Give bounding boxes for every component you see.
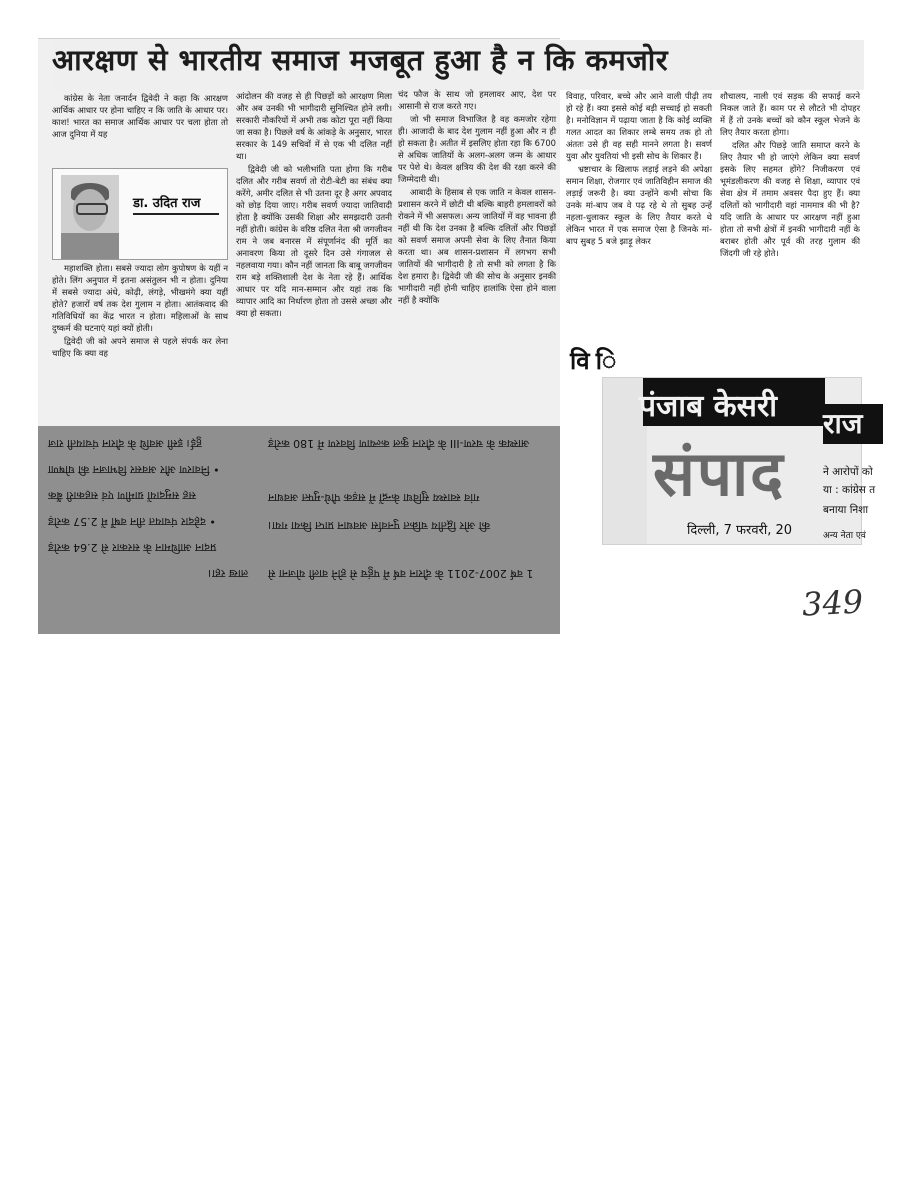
mirrored-text-line: आस्थक के चरण-III के दौरान कुल कल्याण विवरण में 180 करोड़: [268, 437, 530, 450]
teaser-line: या : कांग्रेस त: [823, 484, 876, 496]
author-photo: [61, 175, 119, 253]
column-paragraph: विवाह, परिवार, बच्चे और आने वाली पीढ़ी तय हो रहे हैं। क्या इससे कोई बड़ी सच्चाई हो सकती है। मनोविज्ञान में पढ़ाया जाता है कि कोई व्यक्ति गलत आदत का शिकार लम्बे समय तक हो तो अंततः उसे ही वह सही मानने लगता है। सवर्ण युवा और युवतियां भी इसी सोच के शिकार हैं।: [566, 91, 712, 161]
mirrored-text-line: • दहेदार पंचायत तीन वर्षों में 2.57 करोड़: [48, 515, 216, 528]
column-2: [236, 90, 392, 426]
newspaper-name: पंजाब केसरी: [639, 389, 778, 424]
column-1-bottom: [52, 262, 228, 426]
mirrored-text-line: सह समुदायों ग्रामीण एवं सहकारी बैंक: [48, 489, 196, 502]
column-paragraph: महाशक्ति होता। सबसे ज्यादा लोग कुपोषण के यहीं न होते। लिंग अनुपात में इतना असंतुलन भी न होता। दुनिया में सबसे ज्यादा अंधे, कोढ़ी, लंगड़े, भीखमंगे क्या यहीं होते? हजारों वर्ष तक देश गुलाम न होता। आतंकवाद की गतिविधियों का केंद्र भारत न होता। महिलाओं के साथ दुष्कर्म की घटनाएं यहां क्यों होती।: [52, 263, 228, 333]
column-paragraph: आंदोलन की वजह से ही पिछड़ों को आरक्षण मिला और अब उनकी भी भागीदारी सुनिश्चित होने लगी। सरकारी नौकरियों में अभी तक कोटा पूरा नहीं किया जा सका है। पिछले वर्ष के आंकड़े के अनुसार, भारत सरकार के 149 सचिवों में से एक भी दलित नहीं था।: [236, 91, 392, 161]
mirrored-text-line: • निवारण और अवसर विभाजन की घोषणा: [48, 463, 220, 476]
author-byline-box: [52, 168, 228, 260]
bleedthrough-strip: [38, 426, 560, 634]
article-headline: आरक्षण से भारतीय समाज मजबूत हुआ है न कि कमजोर: [52, 40, 864, 90]
author-underline: [133, 213, 219, 215]
section-title: संपाद: [653, 437, 786, 510]
masthead-raj: राज: [823, 404, 883, 444]
teaser-line: अन्य नेता एवं: [823, 531, 866, 541]
column-paragraph: दलित और पिछड़े जाति समाप्त करने के लिए तैयार भी हो जाएंगे लेकिन क्या सवर्ण इसके लिए सहमत होंगे? निजीकरण एवं भूमंडलीकरण की वजह से शिक्षा, व्यापार एवं सेवा क्षेत्र में तमाम अवसर पैदा हुए हैं। क्या दलितों को भागीदारी वहां नाममात्र की भी है? यदि जाति के आधार पर आरक्षण नहीं हुआ होता तो सभी क्षेत्रों में इनकी भागीदारी नहीं के बराबर होती और पूर्व की तरह गुलाम की जिंदगी जी रहे होते।: [720, 140, 860, 258]
column-5: [720, 90, 860, 346]
mirrored-text-line: 1 वर्ष 2007-2011 के दौरान वर्ष में पहुंच से होने वाली योजना से: [268, 567, 534, 580]
mirrored-text-line: हुई। इसी अवधि के दौरान पंचायती राज: [48, 437, 202, 450]
column-paragraph: भ्रष्टाचार के खिलाफ लड़ाई लड़ने की अपेक्षा समान शिक्षा, रोजगार एवं जातिविहीन समाज की लड़ाई जरूरी है। क्या उन्होंने कभी सोचा कि उनके मां-बाप जब वे पढ़ रहे थे तो सुबह उन्हें नहला-धुलाकर स्कूल के लिए तैयार करते थे लेकिन भारत में एक समाज ऐसा है जिनके मां-बाप सुबह 5 बजे झाड़ू लेकर: [566, 164, 712, 246]
teaser-line: बनाया निशा: [823, 504, 869, 516]
author-name: डा. उदित राज: [133, 196, 201, 211]
edition-date: दिल्ली, 7 फरवरी, 20: [687, 523, 793, 538]
teaser-line: ने आरोपों को: [823, 466, 873, 478]
mirrored-text-line: लाख रहा।: [208, 567, 249, 580]
mirrored-text-line: गांव स्वास्थ्य सुविधा केन्द्रों में सड़क पौधे-मुफ्त अवधान: [268, 491, 480, 504]
handwritten-page-number: 349: [801, 582, 865, 624]
column-paragraph: जो भी समाज विभाजित है वह कमजोर रहेगा ही। आजादी के बाद देश गुलाम नहीं हुआ और न ही हो सकता है। अतीत में इसलिए होता रहा कि 6700 से अधिक जातियों के अलग-अलग जन्म के आधार पर पेशे थे। केवल क्षत्रिय की देश की रक्षा करने की जिम्मेदारी थी।: [398, 114, 556, 184]
masthead-clipping: [602, 377, 876, 545]
column-3: [398, 88, 556, 426]
column-paragraph: आबादी के हिसाब से एक जाति न केवल शासन-प्रशासन करने में छोटी थी बल्कि बाहरी हमलावरों को रोकने में भी असफल। अन्य जातियों में वह भावना ही नहीं थी कि देश उनका है बल्कि दलितों और पिछड़ों को सवर्ण समाज अपनी सेवा के लिए तैनात किया करता था। अब शासन-प्रशासन में लगभग सभी जातियों की भागीदारी है तो सभी को लगता है कि देश हमारा है। द्विवेदी जी की सोच के अनुसार इनकी भागीदारी नहीं होनी चाहिए हालांकि ऐसा होने वाला नहीं है क्योंकि: [398, 187, 556, 305]
column-1-top: [52, 92, 228, 166]
mirrored-text-line: प्रदान आधिमान के सरकार से 2.64 करोड़: [48, 541, 217, 554]
column-paragraph: द्विवेदी जी को अपने समाज से पहले संपर्क कर लेना चाहिए कि क्या वह: [52, 336, 228, 358]
column-paragraph: चंद फौज के साथ जो हमलावर आए, देश पर आसानी से राज करते गए।: [398, 89, 556, 111]
column-paragraph: शौचालय, नाली एवं सड़क की सफाई करने निकल जाते हैं। काम पर से लौटते भी दोपहर में हैं तो उनके बच्चों को कौन स्कूल भेजने के लिए तैयार करता होगा।: [720, 91, 860, 137]
column-4: [566, 90, 712, 346]
column-paragraph: द्विवेदी जी को भलीभांति पता होगा कि गरीब दलित और गरीब सवर्ण तो रोटी-बेटी का संबंध क्या करेंगे, अमीर दलित से भी उतना दूर है अगर अपवाद को छोड़ दिया जाए। गरीब सवर्ण ज्यादा जातिवादी होता है क्योंकि उसकी शिक्षा और समझदारी उतनी नहीं होती। कांग्रेस के वरिष्ठ दलित नेता श्री जगजीवन राम ने जब बनारस में संपूर्णानंद की मूर्ति का अनावरण किया तो दूसरे दिन उसे गंगाजल से नहलवाया गया। कौन नहीं जानता कि बाबू जगजीवन राम बड़े शक्तिशाली देश के नेता रहे हैं। आर्थिक आधार पर यदि मान-सम्मान और यहां तक कि व्यापार आदि का निर्धारण होता तो उससे अच्छा और क्या हो सकता।: [236, 164, 392, 318]
column-paragraph: कांग्रेस के नेता जनार्दन द्विवेदी ने कहा कि आरक्षण आर्थिक आधार पर होना चाहिए न कि जाति के आधार पर। काश! भारत का समाज आर्थिक आधार पर चला होता तो आज दुनिया में यह: [52, 93, 228, 139]
mirrored-text-line: की ओर द्वितीय चक्रित पुनर्वास अवधान प्राप्त किया गया।: [268, 519, 491, 532]
partial-heading: वि ि: [570, 347, 617, 375]
